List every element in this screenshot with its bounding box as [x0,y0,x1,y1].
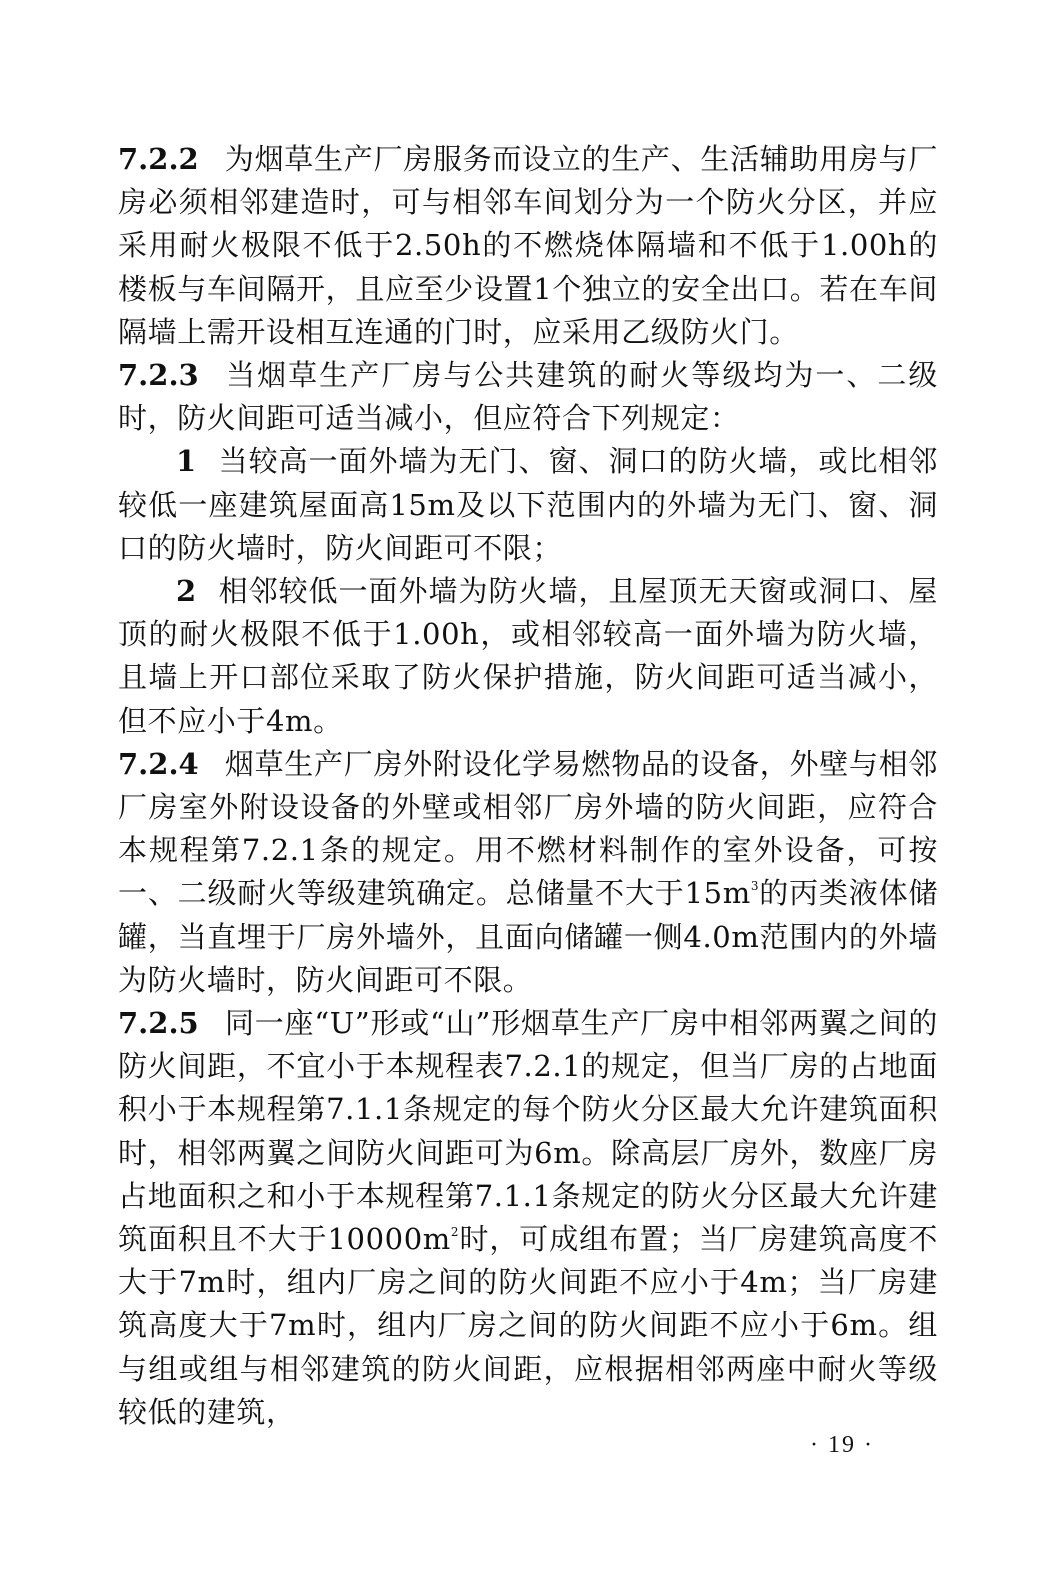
clause-text-continued: 时，可成组布置；当厂房建筑高度不大于7m时，组内厂房之间的防火间距不应小于4m；当厂房建筑高度大于7m时，组内厂房之间的防火间距不应小于6m。组与组或组与相邻建筑的防火间距，应根据相邻两座中耐火等级较低的建筑， [118,1222,938,1429]
clause-7-2-3-item-1 [118,440,938,570]
clause-number: 7.2.4 [118,746,199,781]
clause-text: 为烟草生产厂房服务而设立的生产、生活辅助用房与厂房必须相邻建造时，可与相邻车间划分为一个防火分区，并应采用耐火极限不低于2.50h的不燃烧体隔墙和不低于1.00h的楼板与车间隔开，且应至少设置1个独立的安全出口。若在车间隔墙上需开设相互连通的门时，应采用乙级防火门。 [118,142,938,349]
document-body [118,138,938,1434]
clause-text: 当烟草生产厂房与公共建筑的耐火等级均为一、二级时，防火间距可适当减小，但应符合下列规定： [118,358,938,436]
item-text: 当较高一面外墙为无门、窗、洞口的防火墙，或比相邻较低一座建筑屋面高15m及以下范围内的外墙为无门、窗、洞口的防火墙时，防火间距可不限； [118,444,938,565]
clause-text: 烟草生产厂房外附设化学易燃物品的设备，外壁与相邻厂房室外附设设备的外壁或相邻厂房外墙的防火间距，应符合本规程第7.2.1条的规定。用不燃材料制作的室外设备，可按一、二级耐火等级建筑确定。总储量不大于15m [118,746,938,911]
clause-number: 7.2.5 [118,1006,199,1041]
superscript-cubic: 3 [750,879,760,894]
item-number: 1 [176,444,197,479]
clause-number: 7.2.2 [118,142,199,176]
page-number: · 19 · [810,1432,874,1458]
clause-7-2-5 [118,1002,938,1434]
clause-number: 7.2.3 [118,358,199,393]
item-text: 相邻较低一面外墙为防火墙，且屋顶无天窗或洞口、屋顶的耐火极限不低于1.00h，或相邻较高一面外墙为防火墙，且墙上开口部位采取了防火保护措施，防火间距可适当减小，但不应小于4m。 [118,574,938,738]
item-number: 2 [176,574,197,609]
clause-7-2-2 [118,138,938,354]
clause-7-2-4 [118,743,938,1002]
clause-text-continued: 的丙类液体储罐，当直埋于厂房外墙外，且面向储罐一侧4.0m范围内的外墙为防火墙时，防火间距可不限。 [118,876,938,997]
clause-text: 同一座“U”形或“山”形烟草生产厂房中相邻两翼之间的防火间距，不宜小于本规程表7.2.1的规定，但当厂房的占地面积小于本规程第7.1.1条规定的每个防火分区最大允许建筑面积时，相邻两翼之间防火间距可为6m。除高层厂房外，数座厂房占地面积之和小于本规程第7.1.1条规定的防火分区最大允许建筑面积且不大于10000m [118,1006,938,1257]
clause-7-2-3 [118,354,938,440]
clause-7-2-3-item-2 [118,570,938,743]
superscript-square: 2 [450,1225,460,1240]
